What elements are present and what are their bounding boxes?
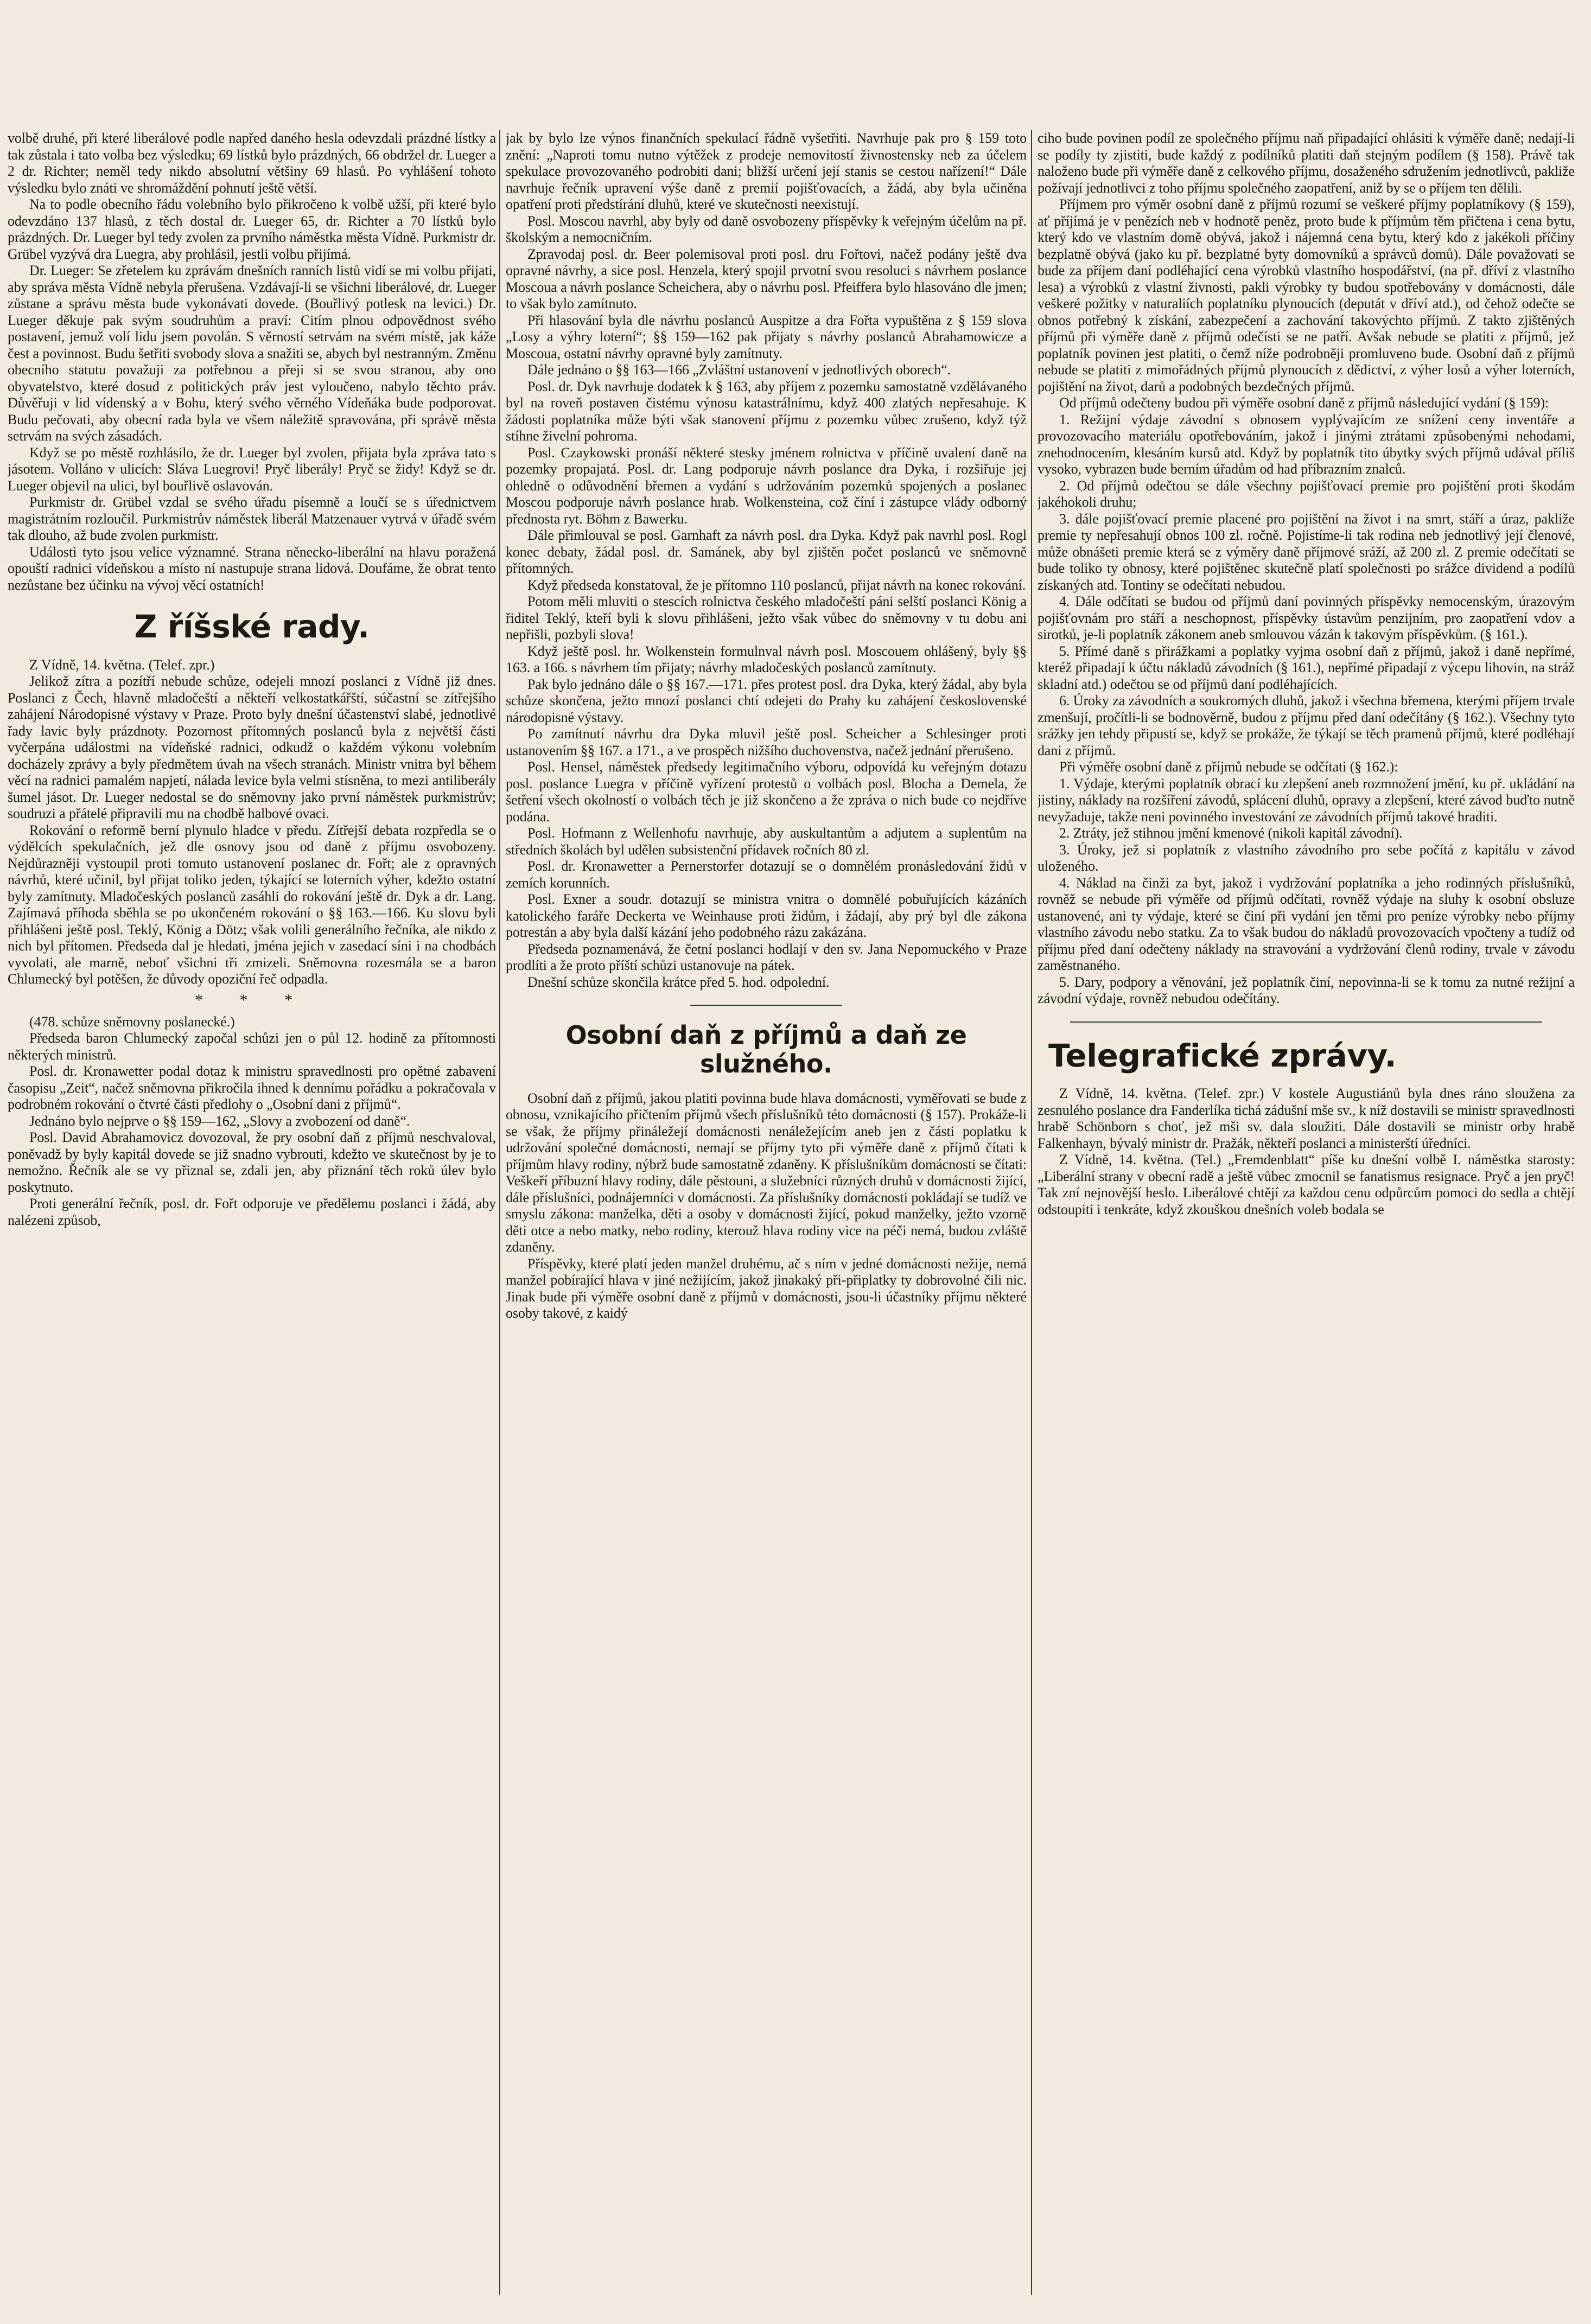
article-paragraph: Posl. Hofmann z Wellenhofu navrhuje, aby auskultantům a adjutem a suplentům na středních školách byl udělen subsistenční přídavek ročních 80 zl. (506, 825, 1027, 858)
article-paragraph: 4. Náklad na činži za byt, jakož i vydržování poplatníka a jeho rodinných příslušníků, rovněž se nebude při výměře od příjmů odčítati, rovněž výdaje na sluhy k osobní obsluze ustanovené, ani ty výdaje, které se činí při vydání jen těmi pro peníze výrobky nebo příjmy vlastního závodu nebo statku. Za to však budou do nákladů provozovacích vpočteny a tudíž od příjmu před daní odečteny náklady na stravování a vydržování členů rodiny, trvale v závodu zaměstnaného. (1038, 874, 1575, 973)
article-paragraph: Události tyto jsou velice významné. Strana něnecko-liberální na hlavu poražená opouští radnici vídeňskou a místo ní nastupuje strana lidová. Doufáme, že obrat tento nezůstane bez účinku na vývoj věcí ostatních! (8, 544, 496, 593)
article-paragraph: 2. Od příjmů odečtou se dále všechny pojišťovací premie pro pojištění proti škodám jakéhokoli druhu; (1038, 477, 1575, 510)
section-heading: Osobní daň z příjmů a daň ze služného. (565, 1020, 967, 1078)
article-paragraph: Od příjmů odečteny budou při výměře osobní daně z příjmů následující vydání (§ 159): (1059, 395, 1549, 411)
article-paragraph: Z Vídně, 14. května. (Telef. zpr.) V kostele Augustiánů byla dnes ráno sloužena za zesnulého poslance dra Fanderlíka tichá zádušní mše sv., k níž dostavili se ministr spravedlnosti hrabě Schönborn s choť, jež mši sv. dala sloužiti. Dále dostavili se ministr orby hrabě Falkenhayn, bývalý ministr dr. Pražák, někteří poslanci a ministerští úředníci. (1038, 1086, 1575, 1151)
article-paragraph: 3. Úroky, jež si poplatník z vlastního závodního pro sebe počítá z kapitálu v závod uloženého. (1038, 841, 1575, 874)
column-divider (499, 130, 500, 2295)
section-heading: Telegrafické zprávy. (1048, 1037, 1397, 1074)
article-paragraph: Předseda poznamenává, že četní poslanci hodlají v den sv. Jana Nepomuckého v Praze prodlíti a že proto příští schůzi ustanovuje na pátek. (506, 941, 1027, 973)
article-paragraph: 4. Dále odčítati se budou od příjmů daní povinných příspěvky nemocenským, úrazovým pojišťovnám pro stáří a neschopnost, příspěvky ústavům penzijním, pro zaopatření vdov a sirotků, je-li poplatník zákonem aneb smlouvou vázán k takovým příspěvkům. (§ 161.). (1038, 593, 1575, 642)
article-paragraph: Dnešní schůze skončila krátce před 5. hod. odpolední. (527, 974, 830, 990)
column-right (1038, 130, 1575, 2295)
article-paragraph: 5. Přímé daně s přirážkami a poplatky vyjma osobní daň z příjmů, jakož i daně nepřímé, kteréž připadají k účtu nákladů závodních (§ 161.), nepřímé připadají z výcepu lihovin, na stráž skladní atd.) odečtou se od příjmů daní podléhajících. (1038, 643, 1575, 692)
section-divider-rule (690, 1005, 842, 1006)
article-paragraph: Posl. David Abrahamovicz dovozoval, že pry osobní daň z příjmů neschvaloval, poněvadž by byly kapitál dovede se již snadno vybrouti, kdežto ve skutečnost by je to nemožno. Řečník ale se vy přiznal se, zdali jen, aby přiznání těch roků úlev bylo poskytnuto. (8, 1129, 496, 1195)
article-paragraph: Dále jednáno o §§ 163—166 „Zvláštní ustanovení v jednotlivých oborech“. (527, 362, 951, 378)
article-paragraph: Předseda baron Chlumecký započal schůzi jen o půl 12. hodině za přítomnosti některých ministrů. (8, 1030, 496, 1063)
article-paragraph: (478. schůze sněmovny poslanecké.) (29, 1013, 235, 1030)
article-paragraph: ciho bude povinen podíl ze společného příjmu naň připadající ohlásiti k výměře daně; nedají-li se podíly ty zjistiti, bude každý z podílníků platiti daň stejným podílem (§ 158). Právě tak naloženo bude při výměře daně z celkového příjmu, dosaženého sdružením jednotlivců, pakliže požívají jednotlivci z toho příjmu společného zaopatření, aniž by se o příjem ten dělili. (1038, 130, 1575, 196)
article-paragraph: Příjmem pro výměr osobní daně z příjmů rozumí se veškeré příjmy poplatníkovy (§ 159), ať příjímá je v penězích neb v hodnotě peněz, proto bude k příjmům těm přičtena i cena bytu, který kdo ve vlastním domě obývá, jakož i nájemná cena bytu, který kdo z jakékoli příčiny bezplatně obývá (jako ku př. bezplatné byty domovníků a správců domů). Dále považovati se bude za příjem daní podléhající cena výrobků vlastního hospodářství, (na př. dříví z vlastního lesa) a výrobků z vlastní živnosti, pakli výrobky ty budou spotřebovány v domácnosti, dále veškeré požitky v naturaliích poplatníku plynoucích (deputát v dříví atd.), od čehož odečte se obnos potřebný k získání, zabezpečení a zachování takovýchto příjmů. Z takto zjištěných příjmů při výměře daně z příjmů odečísti se ne patří. Avšak nebude se platiti z příjmů, jež poplatník povinen jest platiti, o čemž níže podrobněji promluveno bude. Osobní daň z příjmů nebude se platiti z mimořádných příjmů plynoucích z dědictví, z výher losů a výher loterních, pojištění na život, darů a podobných bezdečných příjmů. (1038, 196, 1575, 394)
article-paragraph: jak by bylo lze výnos finančních spekulací řádně vyšetřiti. Navrhuje pak pro § 159 toto znění: „Naproti tomu nutno výtěžek z prodeje nemovitostí živnostensky neb za účelem spekulace provozovaného podrobiti dani; bližší určení její stanis se cestou nařízení!“ Dále navrhuje řečník upravení výše daně z premií pojišťovacích, a žádá, aby byla učiněna opatření proti předstírání dluhů, které ve skutečnosti neexistují. (506, 130, 1027, 212)
article-paragraph: Když ještě posl. hr. Wolkenstein formulnval návrh posl. Moscouem ohlášený, byly §§ 163. a 166. s návrhem tím přijaty; návrhy mladočeských poslanců zamítnuty. (506, 643, 1027, 675)
article-paragraph: Z Vídně, 14. května. (Tel.) „Fremdenblatt“ píše ku dnešní volbě I. náměstka starosty: „Liberální strany v obecní radě a ještě vůbec zmocnil se fanatismus resignace. Pryč a jen pryč! Tak zní nejnovější heslo. Liberálové chtějí za každou cenu odpůrcům pomoci do sedla a chtějí odstoupiti i tenkráte, když zkouškou dnešních voleb bodala se (1038, 1152, 1575, 1217)
article-paragraph: Purkmistr dr. Grübel vzdal se svého úřadu písemně a loučí se s úřednictvem magistrátním rozloučil. Purkmistrův náměstek liberál Matzenauer vytrvá v úřadě svém tak dlouho, až bude zvolen purkmistr. (8, 494, 496, 543)
article-paragraph: Jednáno bylo nejprve o §§ 159—162, „Slovy a zvoboz​ení od daně“. (29, 1113, 410, 1129)
article-paragraph: volbě druhé, při které liberálové podle napřed daného hesla odevzdali prázdné lístky a tak zůstala i tato volba bez výsledku; 69 lístků bylo prázdných, 66 obdržel dr. Lueger a 2 dr. Richter; neměl tedy nikdo absolutní většiny 69 hlasů. Po vyhlášení tohoto výsledku bylo znáti ve shromáždění pohnutí ještě větší. (8, 130, 496, 196)
article-paragraph: Při výměře osobní daně z příjmů nebude se odčítati (§ 162.): (1059, 759, 1398, 775)
column-left (8, 130, 496, 2295)
article-paragraph: Posl. Czaykowski pronáší některé stesky jménem rolnictva v příčině uvalení daně na pozemky propajatá. Posl. dr. Lang podporuje návrh poslance dra Dyka, i rozšiřuje jej ohledně o odůvodnění břemen a vydání s udržováním pozemků spojených a poslanec Moscou podporuje návrh poslance hrab. Wolkensteina, což číní i zástupce vlády odborný přednosta ryt. Böhm z Bawerku. (506, 444, 1027, 527)
article-paragraph: Příspěvky, které platí jeden manžel druhému, ač s ním v jedné domácnosti nežije, nemá manžel pobírající hlava v jiné nežijícím, jakož jinakaký při-připlatky ty dobrovolné čili nic. Jinak bude při výměře osobní daně z příjmů v domácnosti, jsou-li účastníky příjmu některé osoby takové, z kaidý (506, 1255, 1027, 1321)
article-paragraph: Když předseda konstatoval, že je přítomno 110 poslanců, přijat návrh na konec rokování. (527, 577, 1026, 593)
article-paragraph: Dr. Lueger: Se zřetelem ku zprávám dnešních ranních listů vidí se mi volbu přijati, aby správa města Vídně nebyla přerušena. Vzdávají-li se všichni liberálové, dr. Lueger zůstane a správu města bude vykonávati dovede. (Bouřlivý potlesk na levici.) Dr. Lueger děkuje pak svým soudruhům a praví: Citím plnou odpovědnost svého postavení, jemuž volí lidu jsem povolán. S věrností setrvám na svém místě, jak káže čest a povinnost. Budu šetřiti svobody slova a snažiti se, abych byl nestranným. Změnu obecního statutu považuji za potřebnou a přeji si se svou stranou, aby ono obyvatelstvo, které dosud z politických práv jest vyloučeno, nabylo těchto práv. Důvěřuji v lid vídenský a v Bohu, který svého věrného Vídeňáka bude podporovat. Budu pečovati, aby obecní rada byla ve všem náležitě spravována, při správě města setrvám na svých zásadách. (8, 263, 496, 444)
article-paragraph: Posl. dr. Kronawetter a Pernerstorfer dotazují se o domnělém pronásledování židů v zemích korunních. (506, 858, 1027, 891)
column-divider (1031, 130, 1032, 2295)
article-paragraph: Osobní daň z příjmů, jakou platiti povinna bude hlava domácnosti, vyměřovati se bude z obnosu, vznikajícího přičtením příjmů všech příslušníků této domácnosti (§ 157). Prokáže-li se však, že příjmy přináležejí domácnosti nenáležejícím aneb jen z části poplatku k udržování společné domácnosti, nemají se příjmy tyto při výměře daně z příjmů čítati k příjmům hlavy rodiny, nýbrž bude samostatně zdaněny. K příslušníkům domácnosti se čítati: Veškeří příbuzní hlavy rodiny, dále pěstouni, a služebníci různých druhů v domácnosti žijící, dále příslušníci, podnájemníci v domácnosti. Za příslušníky domácnosti pokládají se tudíž ve smyslu zákona: manželka, děti a osoby v domácnosti žijící, pokud manželky, ježto vzorně děti otce a nebo matky, nebo rodiny, kterouž hlava rodiny vice na péči nemá, budou zvláště zdaněny. (506, 1090, 1027, 1255)
section-heading: Z říšské rady. (134, 608, 370, 645)
article-paragraph: 6. Úroky za závodních a soukromých dluhů, jakož i všechna břemena, kterými příjem trvale zmenšují, pročítli-li se bodnověrně, budou z příjmu před daní odečítány (§ 162.). Všechny tyto srážky jen tehdy připustí se, když se prokáže, že týkají se těch pramenů příjmů, které podléhají dani z příjmů. (1038, 693, 1575, 758)
dateline: Z Vídně, 14. května. (Telef. zpr.) (29, 656, 215, 673)
article-paragraph: 3. dále pojišťovací premie placené pro pojištění na život i na smrt, stáří a úraz, pakliže premie ty nepřesahují obnos 100 zl. ročně. Pojistíme-li tak rodina neb jednotlivý její členové, může obnášeti premie která se z výměry daně příjmové sráží, až 200 zl. Z premie odečítati se bude toliko ty obnosy, které pojištěnec skutečně platí společnosti po srážce dividend a podílů získaných atd. Tontiny se odečítati nebudou. (1038, 510, 1575, 593)
article-paragraph: Při hlasování byla dle návrhu poslanců Auspitze a dra Fořta vypuštěna z § 159 slova „Losy a výhry loterní“; §§ 159—162 pak přijaty s návrhy poslanců Abrahamowicze a Moscoua, ostatní návrhy opravné byly zamítnuty. (506, 312, 1027, 361)
article-paragraph: Posl. Moscou navrhl, aby byly od daně osvobozeny příspěvky k veřejným účelům na př. školským a nemocničním. (506, 213, 1027, 245)
article-paragraph: Posl. dr. Kronawetter podal dotaz k ministru spravedlnosti pro opětné zabavení časopisu „Zeit“, načež sněmovna přikročila ihned k dennímu pořádku a pokračovala v podrobném rokování o čtvrté části předlohy o „Osobní dani z příjmů“. (8, 1063, 496, 1113)
section-divider-rule (1070, 1021, 1542, 1023)
article-paragraph: 1. Režijní výdaje závodní s obnosem vyplývajícím ze snížení ceny inventáře a provozovacího materiálu opotřebováním, jakož i jinými ztrátami způsobenými nehodami, znehodnocením, klesáním kursů atd. Když by poplatník tito úbytky svých příjmů udával příliš vysoko, vybrazen bude berním úřadům od had příbrazním znalců. (1038, 411, 1575, 477)
article-paragraph: Pak bylo jednáno dále o §§ 167.—171. přes protest posl. dra Dyka, který žádal, aby byla schůze skončena, ježto mnozí poslanci chtí odejeti do Prahy ku zahájení československé národopisné výstavy. (506, 676, 1027, 725)
article-paragraph: Posl. Hensel, náměstek předsedy legitimačního výboru, odpovídá ku veřejným dotazu posl. poslance Luegra v příčině vyřízení protestů o volbách posl. Blocha a Demela, že šetření všech okolností o volbách těch je již skončeno a že zpráva o nich bude co nejdříve podána. (506, 759, 1027, 825)
article-paragraph: Potom měli mluviti o stescích rolnictva českého mladočeští páni selští poslanci König a řiditel Teklý, kteří byli k slovu přihlášeni, ježto však vůbec do sněmovny v tu dobu ani nepřišli, pozbyli slova! (506, 593, 1027, 642)
column-middle (506, 130, 1027, 2295)
article-paragraph: Jelikož zítra a pozítří nebude schůze, odejeli mnozí poslanci z Vídně již dnes. Poslanci z Čech, hlavně mladočeští a někteří velkostatkářští, súčastní se zítřejšího zahájení Národopisné výstavy v Praze. Proto byly dnešní účastenství slabé, jednotlivé řady lavic byly prázdnoty. Pozornost přítomných poslanců byla z největší části vyčerpána událostmi na vídeňské radnici, odkudž o každém výkonu volebním docházely zprávy a byly předmětem úvah na všech stranách. Ministr vnitra byl během věcí na radnici pamalém napjetí, nálada levice byla velmi stísněna, to mezi antiliberály šumel jásot. Dr. Lueger nedostal se do sněmovny jako první náměstek purkmistrův; soudruzi a přátelé připravili mu na chodbě halbové ovaci. (8, 673, 496, 822)
article-paragraph: Proti generální řečník, posl. dr. Fořt odporuje ve předělemu poslanci i žádá, aby nalézeni způsob, (8, 1196, 496, 1228)
article-paragraph: Zpravodaj posl. dr. Beer polemisoval proti posl. dru Fořtovi, načež podány ještě dva opravné návrhy, a sice posl. Henzela, který spojil prvotní svou resoluci s návrhem poslance Moscoua a návrh poslance Scheichera, aby o návrhu posl. Pfeiffera bylo hlasováno dle jmen; to však bylo zamítnuto. (506, 246, 1027, 311)
article-paragraph: Dále přimlouval se posl. Garnhaft za návrh posl. dra Dyka. Když pak navrhl posl. Rogl konec debaty, žádal posl. dr. Samánek, aby byl zjištěn počet poslanců ve sněmovně přítomných. (506, 527, 1027, 576)
article-paragraph: Rokování o reformě berní plynulo hladce v předu. Zítřejší debata rozpředla se o výdělcích spekulačních, jež dle osnovy jsou od daně z příjmu osvobozeny. Nejdůrazněji vystoupil proti tomuto ustanovení poslanec dr. Fořt; ale z opravných návrhů, které učinil, byl přijat toliko jeden, týkající se loterních výher, kdežto ostatní byly zamítnuty. Mladočeských poslanců zasáhli do rokování ještě dr. Dyk a dr. Lang. Zajímavá příhoda sběhla se po ukončeném rokování o §§ 163.—166. Ku slovu byli přihlášeni ještě posl. Teklý, König a Dötz; však volili generálního řečníka, ale nikdo z nich byl přítomen. Předseda dal je hledati, jména jejich v zasedací síni i na chodbách vyvolati, ale marně, neboť všichni tři zmizeli. Sněmovna rozesmála se a baron Chlumecký byl potěšen, že důvody opoziční řeč odpadla. (8, 822, 496, 987)
article-paragraph: 2. Ztráty, jež stihnou jmění kmenové (nikoli kapitál závodní). (1059, 825, 1403, 841)
article-paragraph: Posl. Exner a soudr. dotazují se ministra vnitra o domnělé pobuřujících kázáních katolického faráře Deckerta ve Weinhause proti židům, i žádají, aby prý byl dle zákona potrestán a aby byla další kázání jeho podobného rázu zakázána. (506, 891, 1027, 940)
article-paragraph: 1. Výdaje, kterými poplatník obrací ku zlepšení aneb rozmnožení jmění, ku př. ukládání na jistiny, náklady na rozšíření závodů, splácení dluhů, opravy a zlepšení, které závod buďto nutně nevyžaduje, takže neni povinného investování ze závodních příjmů takové hraditi. (1038, 775, 1575, 825)
article-paragraph: 5. Dary, podpory a věnování, jež poplatník činí, nepovinna-li se k tomu za nutné režijní a závodní výdaje, rovněž nebudou odečítány. (1038, 974, 1575, 1006)
section-separator-stars: * * * (195, 991, 309, 1009)
article-paragraph: Po zamítnutí návrhu dra Dyka mluvil ještě posl. Scheicher a Schlesinger proti ustanovením §§ 167. a 171., a ve prospěch nižšího duchovenstva, načež jednání přerušeno. (506, 726, 1027, 758)
article-paragraph: Na to podle obecního řádu volebního bylo přikročeno k volbě užší, při které bylo odevzdáno 137 hlasů, z těch dostal dr. Lueger 65, dr. Richter a 70 lístků bylo prázdných. Dr. Lueger byl tedy zvolen za prvního náměstka města Vídně. Purkmistr dr. Grübel vyzývá dra Luegra, aby prohlásil, jestli volbu přijímá. (8, 196, 496, 262)
article-paragraph: Když se po městě rozhlásilo, že dr. Lueger byl zvolen, přijata byla zpráva tato s jásotem. Volláno v ulicích: Sláva Luegrovi! Pryč liberály! Pryč se židy! Když se dr. Lueger objevil na ulici, byl bouřlivě oslavován. (8, 444, 496, 494)
article-paragraph: Posl. dr. Dyk navrhuje dodatek k § 163, aby příjem z pozemku samostatně vzdělávaného byl na roveň postaven čistému výnosu katastrálnímu, když 400 zlatých nepřesahuje. K žádosti poplatníka může býti však stanovení příjmu z pozemku vůbec zrušeno, když týž stíhne živelní pohroma. (506, 378, 1027, 444)
